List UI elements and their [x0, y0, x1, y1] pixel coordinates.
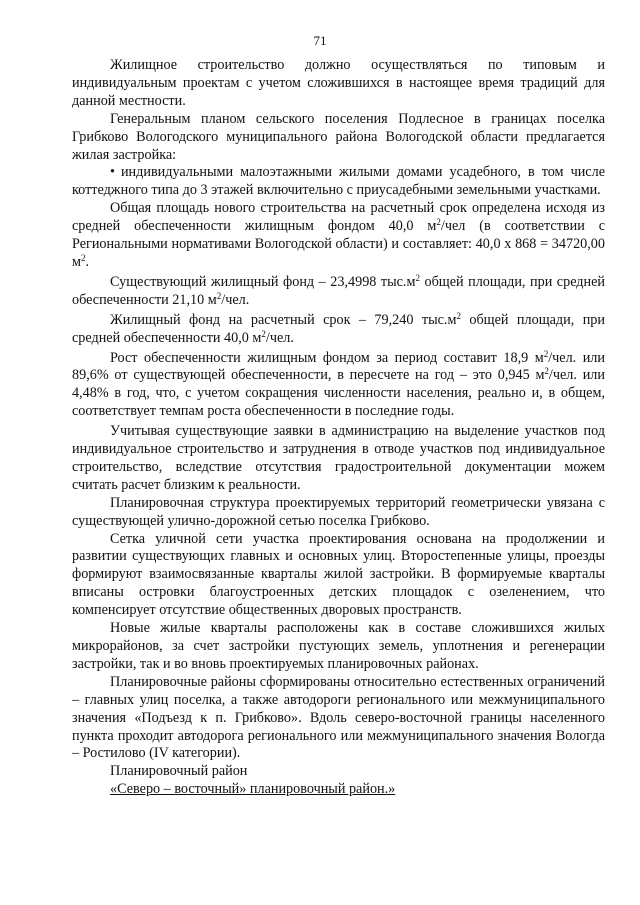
superscript: 2	[216, 290, 222, 301]
development-list	[72, 164, 605, 200]
superscript: 2	[543, 348, 549, 359]
superscript: 2	[456, 310, 461, 321]
text-fragment: общей площади, при средней обеспеченности 21,10 м	[72, 273, 606, 308]
paragraph-district-heading: Планировочный район	[110, 763, 248, 780]
list-item	[72, 164, 605, 200]
list-item-text: индивидуальными малоэтажными жилыми домами усадебного, в том числе коттеджного типа до 3 этажей включительно с приусадебными земельными участками.	[72, 164, 605, 199]
paragraph-total-area	[72, 200, 605, 272]
text-fragment: общей площади, при средней обеспеченности 40,0 м	[72, 311, 605, 346]
paragraph-planning-districts: Планировочные районы сформированы относительно естественных ограничений – главных улиц поселка, а также автодороги регионального или межмуниципального значения «Подъезд к п. Грибково». Вдоль северо-восточной границы населенного пункта проходит автодорога регионального или межмуниципального значения Вологда – Ростилово (IV категории).	[72, 673, 605, 762]
text-fragment: /чел. или 89,6% от существующей обеспеченности, в пересчете на год – это 0,945 м	[72, 349, 605, 384]
text-fragment: /чел.	[265, 329, 294, 346]
paragraph-new-blocks: Новые жилые кварталы расположены как в составе сложившихся жилых микрорайонов, за счет застройки пустующих земель, уплотнения и регенерации застройки, так и во вновь проектируемых планировочных районах.	[72, 620, 605, 672]
text-fragment: Существующий жилищный фонд – 23,4998 тыс.м	[110, 273, 416, 290]
text-fragment: Жилищный фонд на расчетный срок – 79,240 тыс.м	[110, 311, 457, 328]
text-fragment: /чел.	[221, 291, 250, 308]
page-number: 71	[313, 33, 327, 48]
paragraph-housing-construction: Жилищное строительство должно осуществляться по типовым и индивидуальным проектам с учетом сложившихся в настоящее время традиций для данной местности.	[72, 57, 605, 109]
paragraph-planning-structure: Планировочная структура проектируемых территорий геометрически увязана с существующей улично-дорожной сетью поселка Грибково.	[72, 494, 605, 529]
superscript: 2	[544, 366, 549, 377]
paragraph-existing-fund	[72, 274, 605, 310]
text-fragment: Рост обеспеченности жилищным фондом за период составит 18,9 м	[110, 349, 544, 366]
paragraph-district-name	[72, 781, 605, 799]
text-fragment: Общая площадь нового строительства на расчетный срок определена исходя из средней обеспеченности жилищным фондом 40,0 м	[72, 200, 605, 235]
text-fragment: /чел. или 4,48% в год, что, с учетом сокращения численности населения, реально и, в общем, соответствует темпам роста обеспеченности в последние годы.	[72, 367, 605, 420]
paragraph-applications: Учитывая существующие заявки в администрацию на выделение участков под индивидуальное строительство и затруднения в отводе участков под индивидуальное строительство, вследствие отсутствия градостроительной документации можем считать расчет близким к реальности.	[72, 423, 605, 493]
superscript: 2	[80, 252, 86, 263]
superscript: 2	[261, 328, 266, 339]
paragraph-projected-fund	[72, 312, 605, 348]
text-fragment: /чел (в соответствии с Региональными нормативами Вологодской области) и составляет: 40,0 х 868 = 34720,00 м	[72, 218, 606, 270]
paragraph-general-plan: Генеральным планом сельского поселения Подлесное в границах поселка Грибково Вологодского муниципального района Вологодской области предлагается жилая застройка:	[72, 110, 605, 163]
superscript: 2	[415, 272, 420, 283]
bullet-icon: •	[110, 164, 115, 181]
paragraph-growth	[72, 350, 605, 422]
paragraph-street-grid: Сетка уличной сети участка проектирования основана на продолжении и развитии существующих главных и основных улиц. Второстепенные улицы, проезды формируют взаимосвязанные кварталы жилой застройки. В формируемые кварталы вписаны островки благоустроенных детских площадок с озеленением, что компенсирует отсутствие общественных дворовых пространств.	[72, 530, 605, 619]
superscript: 2	[436, 217, 441, 228]
document-body	[72, 57, 605, 799]
text-fragment: .	[85, 253, 90, 270]
district-name-underlined: «Северо – восточный» планировочный район.»	[110, 781, 396, 798]
